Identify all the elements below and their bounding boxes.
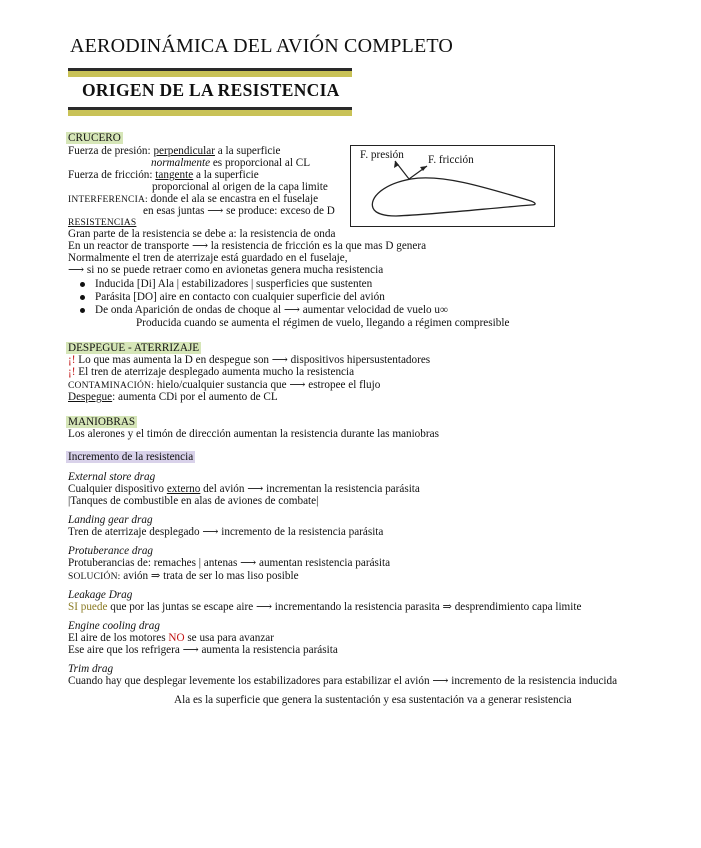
footer-line: Ala es la superficie que genera la sustentación y esa sustentación va a generar resistencia xyxy=(174,694,572,706)
presion-line-2: normalmente es proporcional al CL xyxy=(151,157,311,169)
bullet-onda: De onda Aparición de ondas de choque al ⟶ aumentar velocidad de vuelo u∞ xyxy=(80,304,448,317)
incremento-heading: Incremento de la resistencia xyxy=(68,451,194,463)
bullet-dot xyxy=(80,308,85,313)
despegue-line-1: ¡! Lo que mas aumenta la D en despegue son ⟶ dispositivos hipersustentadores xyxy=(68,354,431,366)
bullet-dot xyxy=(80,295,85,300)
landing-line: Tren de aterrizaje desplegado ⟶ incremento de la resistencia parásita xyxy=(68,526,384,538)
friccion-line: Fuerza de fricción: tangente a la superficie xyxy=(68,169,259,181)
airfoil-shape xyxy=(372,178,535,216)
resistencias-line-3: Normalmente el tren de aterrizaje está guardado en el fuselaje, xyxy=(68,252,348,264)
airfoil-diagram xyxy=(350,145,555,227)
trim-line: Cuando hay que desplegar levemente los estabilizadores para estabilizar el avión ⟶ incremento de la resistencia inducida xyxy=(68,675,618,687)
engine-line-2: Ese aire que los refrigera ⟶ aumenta la resistencia parásita xyxy=(68,644,338,656)
engine-title: Engine cooling drag xyxy=(68,620,160,632)
bullet-onda-cont: Producida cuando se aumenta el régimen de vuelo, llegando a régimen compresible xyxy=(136,317,510,329)
page-title: AERODINÁMICA DEL AVIÓN COMPLETO xyxy=(70,35,454,57)
bullet-parasita: Parásita [DO] aire en contacto con cualquier superficie del avión xyxy=(80,291,385,304)
crucero-heading: CRUCERO xyxy=(68,132,121,144)
bullet-dot xyxy=(80,282,85,287)
resistencias-line-1: Gran parte de la resistencia se debe a: la resistencia de onda xyxy=(68,228,336,240)
leakage-line: SI puede que por las juntas se escape aire ⟶ incrementando la resistencia parasita ⇒ desprendimiento capa limite xyxy=(68,601,582,613)
solucion-line: SOLUCIÓN: avión ⇒ trata de ser lo mas liso posible xyxy=(68,570,299,582)
interferencia-line: INTERFERENCIA: donde el ala se encastra en el fuselaje xyxy=(68,193,319,205)
contaminacion-line: CONTAMINACIÓN: hielo/cualquier sustancia que ⟶ estropee el flujo xyxy=(68,379,381,391)
trim-title: Trim drag xyxy=(68,663,114,675)
protub-line: Protuberancias de: remaches | antenas ⟶ aumentan resistencia parásita xyxy=(68,557,391,569)
protub-title: Protuberance drag xyxy=(68,545,154,557)
bullet-inducida: Inducida [Di] Ala | estabilizadores | susperficies que sustenten xyxy=(80,278,372,291)
external-line: Cualquier dispositivo externo del avión ⟶ incrementan la resistencia parásita xyxy=(68,483,420,495)
landing-title: Landing gear drag xyxy=(68,514,153,526)
maniobras-line: Los alerones y el timón de dirección aumentan la resistencia durante las maniobras xyxy=(68,428,439,440)
leakage-title: Leakage Drag xyxy=(68,589,133,601)
despegue-line-2: ¡! El tren de aterrizaje desplegado aumenta mucho la resistencia xyxy=(68,366,355,378)
title-divider-top xyxy=(68,68,352,77)
maniobras-heading: MANIOBRAS xyxy=(68,416,136,428)
title-divider-bottom xyxy=(68,107,352,116)
engine-line: El aire de los motores NO se usa para avanzar xyxy=(68,632,274,644)
interferencia-line-2: en esas juntas ⟶ se produce: exceso de D xyxy=(143,205,335,217)
external-line-2: |Tanques de combustible en alas de aviones de combate| xyxy=(68,495,319,507)
presion-line: Fuerza de presión: perpendicular a la superficie xyxy=(68,145,281,157)
resistencias-line-2: En un reactor de transporte ⟶ la resistencia de fricción es la que mas D genera xyxy=(68,240,427,252)
friccion-line-2: proporcional al origen de la capa limite xyxy=(152,181,328,193)
despegue-cdi-line: Despegue: aumenta CDi por el aumento de CL xyxy=(68,391,278,403)
external-title: External store drag xyxy=(68,471,156,483)
label-friccion: F. fricción xyxy=(428,154,474,166)
resistencias-line-4: ⟶ si no se puede retraer como en avionetas genera mucha resistencia xyxy=(68,264,384,276)
despegue-heading: DESPEGUE - ATERRIZAJE xyxy=(68,342,200,354)
resistencias-heading: RESISTENCIAS xyxy=(68,218,137,228)
label-presion: F. presión xyxy=(360,149,404,161)
section-title: ORIGEN DE LA RESISTENCIA xyxy=(82,80,340,100)
